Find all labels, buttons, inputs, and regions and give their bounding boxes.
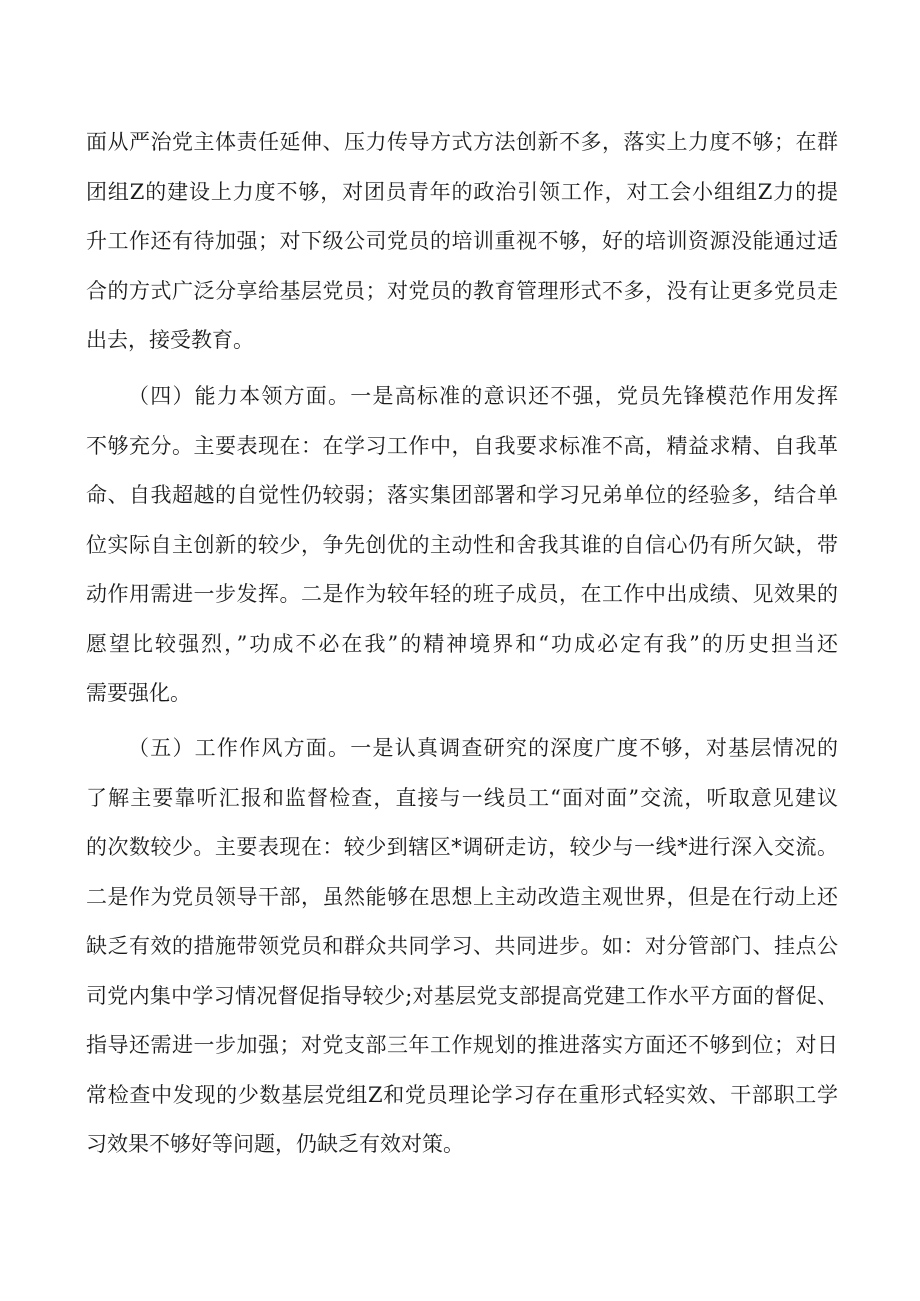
text-line: 的次数较少。主要表现在：较少到辖区*调研走访，较少与一线*进行深入交流。 bbox=[86, 835, 838, 859]
section-heading-line: （四）能力本领方面。一是高标准的意识还不强，党员先锋模范作用发挥 bbox=[128, 384, 838, 408]
text-line: 常检查中发现的少数基层党组Z和党员理论学习存在重形式轻实效、干部职工学 bbox=[86, 1082, 838, 1107]
text-line: 合的方式广泛分享给基层党员；对党员的教育管理形式不多，没有让更多党员走 bbox=[86, 278, 838, 303]
text-line: 动作用需进一步发挥。二是作为较年轻的班子成员，在工作中出成绩、见效果的 bbox=[86, 582, 838, 606]
text-line: 了解主要靠听汇报和监督检查，直接与一线员工“面对面”交流，听取意见建议 bbox=[86, 785, 838, 810]
paragraph-work-style bbox=[86, 736, 838, 1182]
text-line: 缺乏有效的措施带领党员和群众共同学习、共同进步。如：对分管部门、挂点公 bbox=[86, 934, 838, 958]
text-line: 命、自我超越的自觉性仍较弱；落实集团部署和学习兄弟单位的经验多，结合单 bbox=[86, 483, 838, 507]
text-line: 司党内集中学习情况督促指导较少;对基层党支部提高党建工作水平方面的督促、 bbox=[86, 983, 838, 1008]
text-line: 面从严治党主体责任延伸、压力传导方式方法创新不多，落实上力度不够；在群 bbox=[86, 130, 838, 154]
text-line: 出去，接受教育。 bbox=[86, 328, 254, 352]
text-line: 愿望比较强烈，”功成不必在我”的精神境界和“功成必定有我”的历史担当还 bbox=[86, 631, 838, 656]
text-line: 不够充分。主要表现在：在学习工作中，自我要求标准不高，精益求精、自我革 bbox=[86, 433, 838, 458]
paragraph-ability-skills bbox=[86, 384, 838, 731]
text-line: 位实际自主创新的较少，争先创优的主动性和舍我其谁的自信心仍有所欠缺，带 bbox=[86, 532, 838, 557]
text-line: 习效果不够好等问题，仍缺乏有效对策。 bbox=[86, 1132, 464, 1156]
text-line: 二是作为党员领导干部，虽然能够在思想上主动改造主观世界，但是在行动上还 bbox=[86, 884, 838, 909]
paragraph-party-building bbox=[86, 130, 838, 378]
text-line: 团组Z的建设上力度不够，对团员青年的政治引领工作，对工会小组组Z力的提 bbox=[86, 179, 838, 204]
text-line: 指导还需进一步加强；对党支部三年工作规划的推进落实方面还不够到位；对日 bbox=[86, 1033, 838, 1057]
text-line: 升工作还有待加强；对下级公司党员的培训重视不够，好的培训资源没能通过适 bbox=[86, 229, 838, 253]
section-heading-line: （五）工作作风方面。一是认真调查研究的深度广度不够，对基层情况的 bbox=[128, 736, 838, 760]
text-line: 需要强化。 bbox=[86, 681, 191, 705]
